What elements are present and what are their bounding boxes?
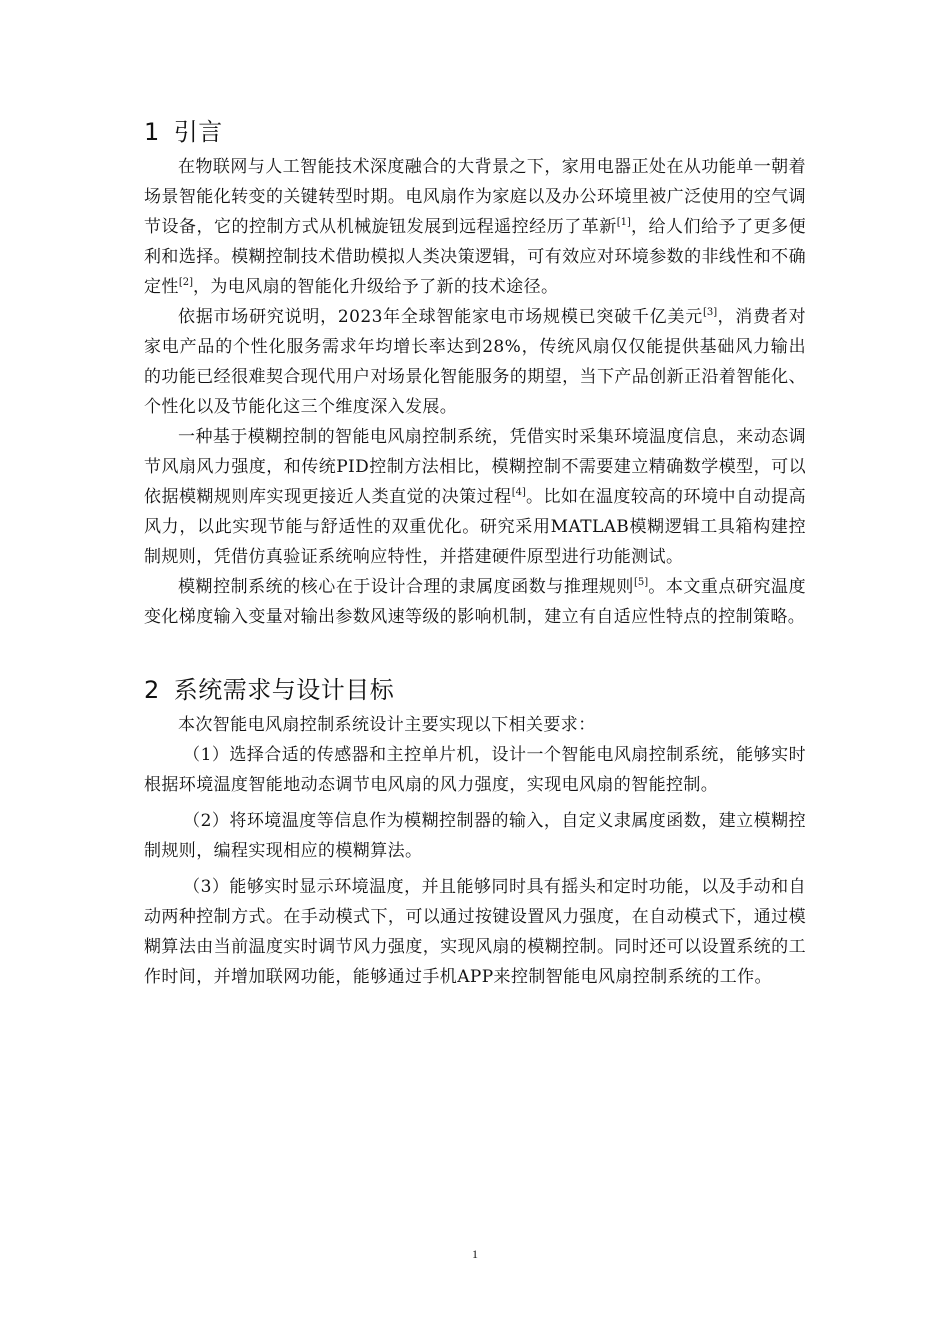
paragraph-text: 。本文重点研究温度变化梯度输入变量对输出参数风速等级的影响机制，建立有自适应性特点的控制策略。 (144, 577, 806, 627)
section-title: 系统需求与设计目标 (173, 676, 395, 704)
page-number: 1 (472, 1247, 478, 1261)
citation-ref: [2] (178, 277, 193, 288)
paragraph-text: 依据市场研究说明，2023年全球智能家电市场规模已突破千亿美元 (178, 307, 703, 327)
paragraph-text: ，消费者对家电产品的个性化服务需求年均增长率达到28%，传统风扇仅仅能提供基础风力输出的功能已经很难契合现代用户对场景化智能服务的期望，当下产品创新正沿着智能化、个性化以及节能化这三个维度深入发展。 (144, 307, 806, 417)
paragraph-text: ，为电风扇的智能化升级给予了新的技术途径。 (192, 277, 559, 297)
paragraph (144, 572, 806, 632)
section-number: 1 (144, 118, 160, 146)
section-intro: 本次智能电风扇控制系统设计主要实现以下相关要求： (178, 715, 596, 735)
section-heading-introduction (144, 112, 806, 152)
section-heading-requirements (144, 670, 806, 710)
paragraph-text: ，给人们给予了更多便利和选择。模糊控制技术借助模拟人类决策逻辑，可有效应对环境参数的非线性和不确定性 (144, 217, 806, 297)
citation-ref: [3] (702, 307, 718, 318)
requirement-item: （1）选择合适的传感器和主控单片机，设计一个智能电风扇控制系统，能够实时根据环境温度智能地动态调节电风扇的风力强度，实现电风扇的智能控制。 (144, 745, 806, 795)
paragraph (144, 302, 806, 422)
paragraph (144, 152, 806, 302)
citation-ref: [1] (616, 217, 631, 228)
paragraph-text: 一种基于模糊控制的智能电风扇控制系统，凭借实时采集环境温度信息，来动态调节风扇风力强度，和传统PID控制方法相比，模糊控制不需要建立精确数学模型，可以依据模糊规则库实现更接近人类直觉的决策过程 (144, 427, 806, 507)
paragraph-text: 。比如在温度较高的环境中自动提高风力，以此实现节能与舒适性的双重优化。研究采用MATLAB模糊逻辑工具箱构建控制规则，凭借仿真验证系统响应特性，并搭建硬件原型进行功能测试。 (144, 487, 806, 567)
paragraph-text: 模糊控制系统的核心在于设计合理的隶属度函数与推理规则 (178, 577, 634, 597)
citation-ref: [5] (633, 577, 649, 588)
requirement-item: （3）能够实时显示环境温度，并且能够同时具有摇头和定时功能，以及手动和自动两种控制方式。在手动模式下，可以通过按键设置风力强度，在自动模式下，通过模糊算法由当前温度实时调节风力强度，实现风扇的模糊控制。同时还可以设置系统的工作时间，并增加联网功能，能够通过手机APP来控制智能电风扇控制系统的工作。 (144, 877, 806, 987)
citation-ref: [4] (511, 487, 526, 498)
section-title: 引言 (173, 118, 223, 146)
paragraph (144, 422, 806, 572)
paragraph-text: 在物联网与人工智能技术深度融合的大背景之下，家用电器正处在从功能单一朝着场景智能化转变的关键转型时期。电风扇作为家庭以及办公环境里被广泛使用的空气调节设备，它的控制方式从机械旋钮发展到远程遥控经历了革新 (144, 157, 806, 237)
section-number: 2 (144, 676, 160, 704)
page-content (144, 112, 806, 992)
requirement-item: （2）将环境温度等信息作为模糊控制器的输入，自定义隶属度函数，建立模糊控制规则，编程实现相应的模糊算法。 (144, 811, 806, 861)
